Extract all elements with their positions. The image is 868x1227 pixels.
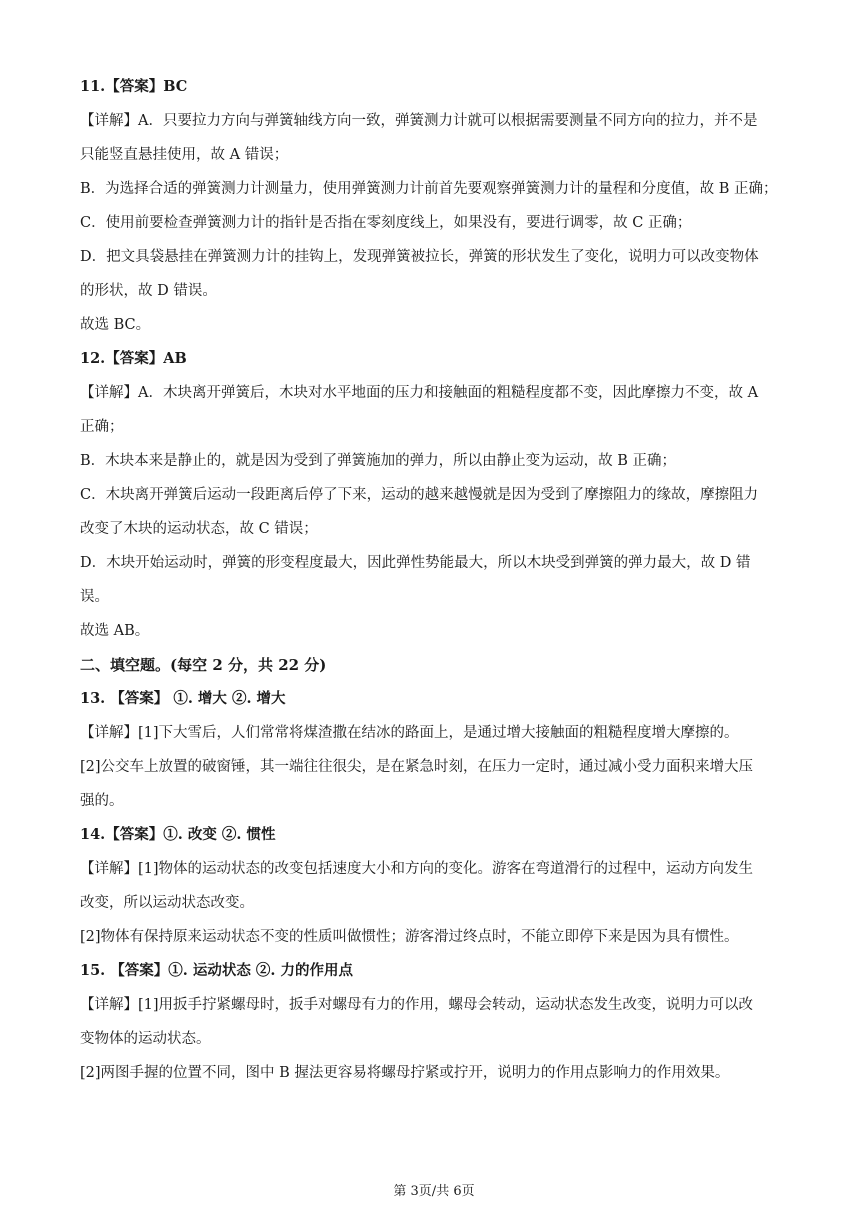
page-footer: 第 3页/共 6页	[393, 1184, 475, 1199]
text-line: 误。	[80, 589, 109, 605]
text-line: 【详解】[1]下大雪后，人们常常将煤渣撒在结冰的路面上，是通过增大接触面的粗糙程度增大摩擦的。	[80, 725, 739, 741]
text-line: 【详解】[1]用扳手拧紧螺母时，扳手对螺母有力的作用，螺母会转动，运动状态发生改变，说明力可以改	[80, 997, 754, 1013]
text-line: C．木块离开弹簧后运动一段距离后停了下来，运动的越来越慢就是因为受到了摩擦阻力的缘故，摩擦阻力	[80, 487, 759, 503]
text-line: B．木块本来是静止的，就是因为受到了弹簧施加的弹力，所以由静止变为运动，故 B 正确；	[80, 453, 677, 469]
text-line: 变物体的运动状态。	[80, 1031, 211, 1047]
answer-heading: 12.【答案】AB	[80, 350, 187, 367]
text-line: 【详解】[1]物体的运动状态的改变包括速度大小和方向的变化。游客在弯道滑行的过程中，运动方向发生	[80, 861, 754, 877]
text-line: [2]物体有保持原来运动状态不变的性质叫做惯性；游客滑过终点时，不能立即停下来是因为具有惯性。	[80, 929, 739, 945]
answer-heading: 11.【答案】BC	[80, 78, 188, 95]
answer-heading: 15. 【答案】①. 运动状态 ②. 力的作用点	[80, 962, 354, 979]
text-line: [2]两图手握的位置不同，图中 B 握法更容易将螺母拧紧或拧开，说明力的作用点影响力的作用效果。	[80, 1065, 730, 1081]
document-body	[80, 70, 790, 1090]
text-line: B．为选择合适的弹簧测力计测量力，使用弹簧测力计前首先要观察弹簧测力计的量程和分度值，故 B 正确；	[80, 181, 778, 197]
text-line: 【详解】A．木块离开弹簧后，木块对水平地面的压力和接触面的粗糙程度都不变，因此摩擦力不变，故 A	[80, 385, 759, 401]
text-line: 改变，所以运动状态改变。	[80, 895, 254, 911]
section-title: 二、填空题。(每空 2 分，共 22 分)	[80, 656, 327, 674]
text-line: 只能竖直悬挂使用，故 A 错误；	[80, 147, 289, 163]
text-line: 强的。	[80, 793, 124, 809]
answer-heading: 13. 【答案】 ①. 增大 ②. 增大	[80, 690, 286, 707]
text-line: D．把文具袋悬挂在弹簧测力计的挂钩上，发现弹簧被拉长，弹簧的形状发生了变化，说明力可以改变物体	[80, 249, 759, 265]
text-line: [2]公交车上放置的破窗锤，其一端往往很尖，是在紧急时刻，在压力一定时，通过减小受力面积来增大压	[80, 759, 754, 775]
text-line: 故选 AB。	[80, 623, 150, 639]
text-line: 故选 BC。	[80, 317, 151, 333]
text-line: 的形状，故 D 错误。	[80, 283, 217, 299]
answer-heading: 14.【答案】①. 改变 ②. 惯性	[80, 826, 276, 843]
text-line: 【详解】A．只要拉力方向与弹簧轴线方向一致，弹簧测力计就可以根据需要测量不同方向的拉力，并不是	[80, 113, 758, 129]
text-line: C．使用前要检查弹簧测力计的指针是否指在零刻度线上，如果没有，要进行调零，故 C 正确；	[80, 215, 692, 231]
text-line: 正确；	[80, 419, 124, 435]
text-line: D．木块开始运动时，弹簧的形变程度最大，因此弹性势能最大，所以木块受到弹簧的弹力最大，故 D 错	[80, 555, 751, 571]
text-line: 改变了木块的运动状态，故 C 错误；	[80, 521, 318, 537]
